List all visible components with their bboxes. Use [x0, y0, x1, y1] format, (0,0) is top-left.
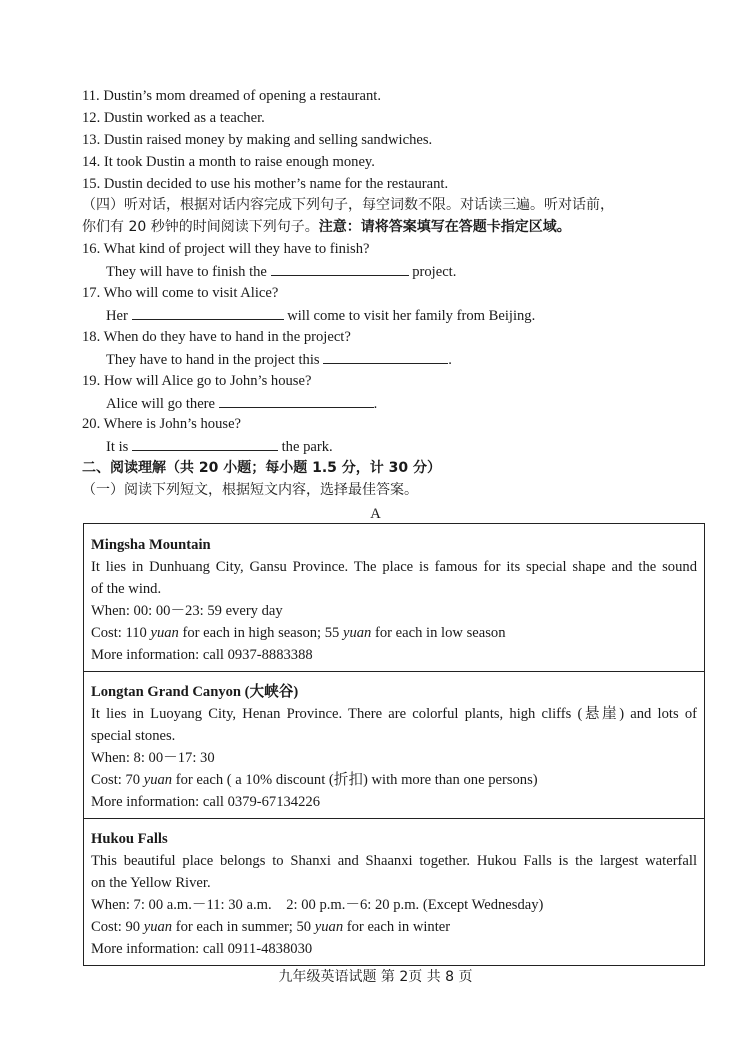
answer-17-prefix: Her [106, 308, 128, 324]
answer-20-suffix: the park. [281, 439, 333, 455]
question-18: 18. When do they have to hand in the project? [82, 329, 351, 345]
place-2-info: More information: call 0379-67134226 [91, 794, 320, 810]
place-2-cost: Cost: 70 yuan for each ( a 10% discount (折扣) with more than one persons) [91, 772, 538, 788]
place-1-info: More information: call 0937-8883388 [91, 647, 313, 663]
part4-instruction-line2 [82, 218, 571, 236]
answer-16-suffix: project. [412, 264, 457, 280]
place-1-cost: Cost: 110 yuan for each in high season; 55 yuan for each in low season [91, 625, 506, 641]
answer-line-20 [106, 437, 333, 456]
place-1-name: Mingsha Mountain [91, 537, 211, 553]
section2-title: 二、阅读理解（共 20 小题；每小题 1.5 分，计 30 分） [82, 460, 442, 476]
place-2-when: When: 8: 00－17: 30 [91, 750, 215, 766]
answer-19-suffix: . [373, 396, 378, 412]
place-3-cost: Cost: 90 yuan for each in summer; 50 yuan for each in winter [91, 919, 451, 935]
row-divider [84, 818, 704, 819]
statement-15: 15. Dustin decided to use his mother’s name for the restaurant. [82, 176, 449, 192]
place-3-desc1: This beautiful place belongs to Shanxi and Shaanxi together. Hukou Falls is the largest waterfall [91, 853, 697, 869]
question-16: 16. What kind of project will they have to finish? [82, 241, 370, 257]
passage-label: A [370, 506, 381, 522]
answer-line-16 [106, 262, 456, 281]
part4-instruction-text: 你们有 20 秒钟的时间阅读下列句子。 [82, 219, 319, 235]
place-3-info: More information: call 0911-4838030 [91, 941, 313, 957]
section2-subtitle: （一）阅读下列短文，根据短文内容，选择最佳答案。 [82, 482, 418, 498]
place-2-desc1: It lies in Luoyang City, Henan Province. There are colorful plants, high cliffs (悬崖) and lots of [91, 706, 697, 722]
answer-20-prefix: It is [106, 439, 129, 455]
answer-18-blank[interactable] [323, 350, 448, 364]
statement-13: 13. Dustin raised money by making and selling sandwiches. [82, 132, 433, 148]
place-3-name: Hukou Falls [91, 831, 168, 847]
statement-11: 11. Dustin’s mom dreamed of opening a restaurant. [82, 88, 381, 104]
answer-line-17 [106, 306, 535, 325]
question-19: 19. How will Alice go to John’s house? [82, 373, 312, 389]
place-1-desc2: of the wind. [91, 581, 162, 597]
place-2-name: Longtan Grand Canyon (大峡谷) [91, 684, 299, 700]
answer-17-blank[interactable] [132, 306, 284, 320]
answer-20-blank[interactable] [132, 437, 278, 451]
part4-notice: 注意：请将答案填写在答题卡指定区域。 [318, 219, 571, 235]
answer-16-prefix: They will have to finish the [106, 264, 267, 280]
place-1-when: When: 00: 00－23: 59 every day [91, 603, 283, 619]
places-table [83, 523, 705, 966]
question-20: 20. Where is John’s house? [82, 416, 242, 432]
statement-12: 12. Dustin worked as a teacher. [82, 110, 265, 126]
answer-18-prefix: They have to hand in the project this [106, 352, 320, 368]
answer-line-18 [106, 350, 452, 369]
statement-14: 14. It took Dustin a month to raise enough money. [82, 154, 375, 170]
part4-instruction-line1: （四）听对话，根据对话内容完成下列句子，每空词数不限。对话读三遍。听对话前， [82, 197, 614, 213]
place-1-desc1: It lies in Dunhuang City, Gansu Province. The place is famous for its special shape and the sound [91, 559, 697, 575]
question-17: 17. Who will come to visit Alice? [82, 285, 279, 301]
answer-line-19 [106, 394, 377, 413]
answer-17-suffix: will come to visit her family from Beijing. [287, 308, 536, 324]
answer-19-prefix: Alice will go there [106, 396, 216, 412]
place-2-desc2: special stones. [91, 728, 176, 744]
answer-19-blank[interactable] [219, 394, 374, 408]
answer-16-blank[interactable] [271, 262, 409, 276]
row-divider [84, 671, 704, 672]
answer-18-suffix: . [448, 352, 452, 368]
place-3-when: When: 7: 00 a.m.－11: 30 a.m. 2: 00 p.m.－6: 20 p.m. (Except Wednesday) [91, 897, 544, 913]
place-3-desc2: on the Yellow River. [91, 875, 211, 891]
page-footer: 九年级英语试题 第 2页 共 8 页 [278, 969, 473, 985]
